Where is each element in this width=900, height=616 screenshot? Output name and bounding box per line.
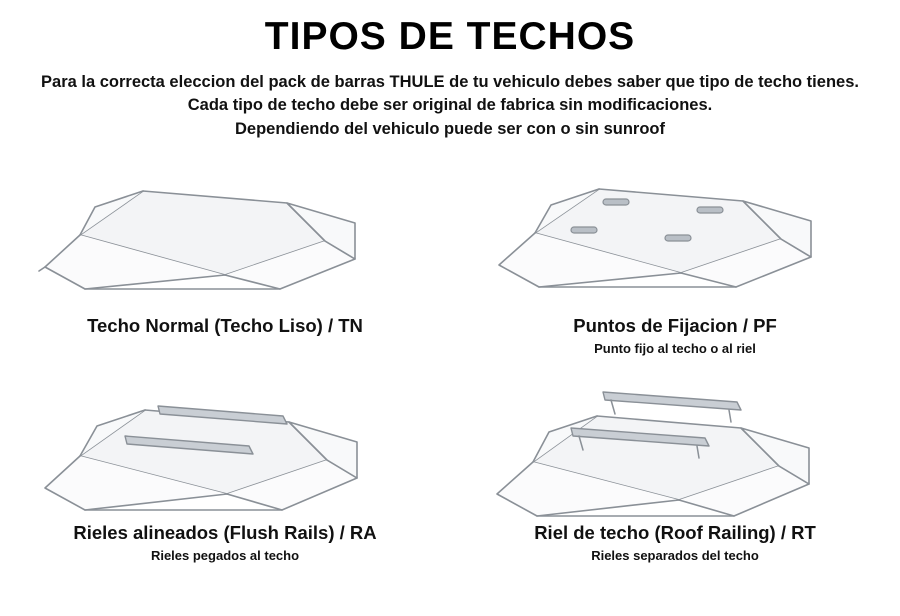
car-roof-fixed-points-icon <box>475 163 875 313</box>
roof-type-caption-rt: Riel de techo (Roof Railing) / RT <box>534 522 816 544</box>
roof-type-card-tn <box>0 155 450 370</box>
roof-type-caption-ra: Rieles alineados (Flush Rails) / RA <box>73 522 377 544</box>
intro-line-2: Cada tipo de techo debe ser original de fabrica sin modificaciones. <box>187 96 713 115</box>
roof-type-caption-pf: Puntos de Fijacion / PF <box>573 315 777 337</box>
poster-root <box>0 16 900 616</box>
roof-type-card-pf <box>450 155 900 370</box>
roof-type-card-ra <box>0 370 450 585</box>
intro-line-3: Dependiendo del vehiculo puede ser con o sin sunroof <box>235 119 665 138</box>
car-roof-raised-railing-icon <box>475 370 875 520</box>
intro-line-1: Para la correcta eleccion del pack de barras THULE de tu vehiculo debes saber que tipo de techo tienes. <box>41 72 859 91</box>
roof-types-grid <box>0 155 900 585</box>
roof-type-subcaption-rt: Rieles separados del techo <box>591 548 759 564</box>
roof-type-card-rt <box>450 370 900 585</box>
roof-type-subcaption-pf: Punto fijo al techo o al riel <box>594 341 756 357</box>
intro-text-block <box>0 71 900 141</box>
page-title: TIPOS DE TECHOS <box>264 15 636 58</box>
car-roof-flush-rails-icon <box>25 370 425 520</box>
roof-type-caption-tn: Techo Normal (Techo Liso) / TN <box>87 315 363 337</box>
roof-type-subcaption-ra: Rieles pegados al techo <box>150 548 300 564</box>
car-roof-plain-icon <box>25 163 425 313</box>
